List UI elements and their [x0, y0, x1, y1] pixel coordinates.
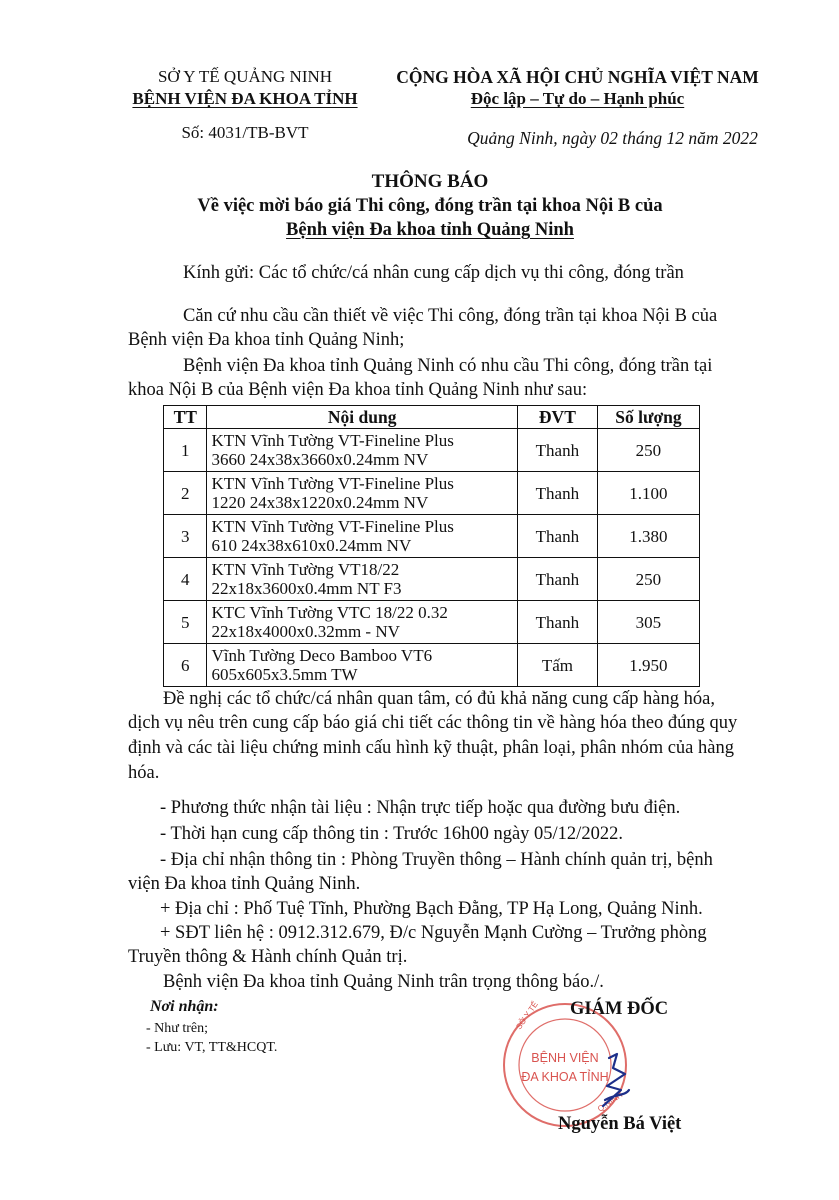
items-table	[163, 405, 700, 687]
table-row	[164, 601, 700, 644]
title-sub-1: Về việc mời báo giá Thi công, đóng trần tại khoa Nội B của	[197, 196, 663, 216]
seal-text-line2: ĐA KHOA TỈNH	[521, 1070, 609, 1084]
desc-line-1: Vĩnh Tường Deco Bamboo VT6	[211, 646, 433, 665]
col-header-content: Nội dung	[207, 406, 517, 429]
row-description	[207, 558, 517, 601]
phone-line1: + SĐT liên hệ : 0912.312.679, Đ/c Nguyễn Mạnh Cường – Trưởng phòng	[160, 923, 707, 943]
title-sub-2: Bệnh viện Đa khoa tỉnh Quảng Ninh	[286, 220, 574, 240]
director-signature	[595, 1050, 635, 1110]
desc-line-2: 22x18x4000x0.32mm - NV	[211, 622, 400, 641]
table-header-row	[164, 406, 700, 429]
national-title: CỘNG HÒA XÃ HỘI CHỦ NGHĨA VIỆT NAM	[396, 67, 759, 87]
col-header-quantity: Số lượng	[597, 406, 699, 429]
svg-text:Q.NINH: Q.NINH	[595, 1090, 625, 1114]
agency-header	[105, 66, 385, 144]
intro-p1-line1: Căn cứ nhu cầu cần thiết về việc Thi công, đóng trần tại khoa Nội B của	[183, 306, 718, 326]
desc-line-1: KTN Vĩnh Tường VT-Fineline Plus	[211, 431, 454, 450]
row-number: 1	[164, 429, 207, 472]
row-number: 2	[164, 472, 207, 515]
recipients-item: - Như trên;	[146, 1021, 209, 1036]
row-quantity: 250	[597, 558, 699, 601]
row-description	[207, 644, 517, 687]
parent-agency: SỞ Y TẾ QUẢNG NINH	[157, 67, 333, 86]
row-number: 6	[164, 644, 207, 687]
deadline-line: - Thời hạn cung cấp thông tin : Trước 16h00 ngày 05/12/2022.	[160, 824, 623, 844]
desc-line-2: 1220 24x38x1220x0.24mm NV	[211, 493, 429, 512]
phone-line2: Truyền thông & Hành chính Quản trị.	[128, 947, 408, 967]
desc-line-2: 610 24x38x610x0.24mm NV	[211, 536, 412, 555]
svg-text:SỞ Y TẾ: SỞ Y TẾ	[514, 1000, 540, 1032]
row-quantity: 1.100	[597, 472, 699, 515]
desc-line-1: KTC Vĩnh Tường VTC 18/22 0.32	[211, 603, 448, 622]
row-quantity: 1.380	[597, 515, 699, 558]
desc-line-1: KTN Vĩnh Tường VT-Fineline Plus	[211, 517, 454, 536]
row-description	[207, 601, 517, 644]
national-motto: Độc lập – Tự do – Hạnh phúc	[470, 89, 685, 108]
place-date: Quảng Ninh, ngày 02 tháng 12 năm 2022	[467, 128, 758, 148]
recipient-line: Kính gửi: Các tổ chức/cá nhân cung cấp dịch vụ thi công, đóng trần	[183, 263, 684, 283]
request-line2: dịch vụ nêu trên cung cấp báo giá chi tiết các thông tin về hàng hóa theo đúng quy	[128, 713, 738, 733]
recipients-item: - Lưu: VT, TT&HCQT.	[146, 1040, 278, 1055]
signer-role: GIÁM ĐỐC	[570, 999, 669, 1019]
table-row	[164, 515, 700, 558]
col-header-tt: TT	[164, 406, 207, 429]
desc-line-2: 3660 24x38x3660x0.24mm NV	[211, 450, 429, 469]
intro-p1-line2: Bệnh viện Đa khoa tỉnh Quảng Ninh;	[128, 330, 405, 350]
address-line1: - Địa chỉ nhận thông tin : Phòng Truyền thông – Hành chính quản trị, bệnh	[160, 850, 713, 870]
signer-name: Nguyễn Bá Việt	[558, 1114, 682, 1134]
desc-line-1: KTN Vĩnh Tường VT18/22	[211, 560, 400, 579]
seal-text-line1: BỆNH VIỆN	[531, 1051, 599, 1065]
table-row	[164, 644, 700, 687]
national-header	[385, 66, 770, 110]
row-unit: Thanh	[517, 515, 597, 558]
request-line3: định và các tài liệu chứng minh cấu hình kỹ thuật, phân loại, phân nhóm của hàng	[128, 738, 734, 758]
row-unit: Tấm	[517, 644, 597, 687]
document-title	[120, 170, 740, 242]
row-unit: Thanh	[517, 601, 597, 644]
row-description	[207, 429, 517, 472]
address-line2: viện Đa khoa tỉnh Quảng Ninh.	[128, 874, 361, 894]
row-unit: Thanh	[517, 472, 597, 515]
title-main: THÔNG BÁO	[371, 171, 489, 192]
row-quantity: 1.950	[597, 644, 699, 687]
recipients-heading: Nơi nhận:	[150, 998, 219, 1015]
row-number: 4	[164, 558, 207, 601]
col-header-unit: ĐVT	[517, 406, 597, 429]
desc-line-1: KTN Vĩnh Tường VT-Fineline Plus	[211, 474, 454, 493]
row-number: 3	[164, 515, 207, 558]
request-line4: hóa.	[128, 763, 160, 783]
row-number: 5	[164, 601, 207, 644]
street-line: + Địa chỉ : Phố Tuệ Tĩnh, Phường Bạch Đằng, TP Hạ Long, Quảng Ninh.	[160, 899, 703, 919]
row-description	[207, 515, 517, 558]
row-quantity: 305	[597, 601, 699, 644]
desc-line-2: 605x605x3.5mm TW	[211, 665, 358, 684]
request-line1: Đề nghị các tổ chức/cá nhân quan tâm, có đủ khả năng cung cấp hàng hóa,	[163, 689, 715, 709]
method-line: - Phương thức nhận tài liệu : Nhận trực tiếp hoặc qua đường bưu điện.	[160, 798, 681, 818]
table-row	[164, 558, 700, 601]
intro-p2-line2: khoa Nội B của Bệnh viện Đa khoa tỉnh Quảng Ninh như sau:	[128, 380, 588, 400]
issuing-agency: BỆNH VIỆN ĐA KHOA TỈNH	[132, 89, 358, 108]
table-row	[164, 429, 700, 472]
table-row	[164, 472, 700, 515]
desc-line-2: 22x18x3600x0.4mm NT F3	[211, 579, 402, 598]
row-description	[207, 472, 517, 515]
row-unit: Thanh	[517, 429, 597, 472]
intro-p2-line1: Bệnh viện Đa khoa tỉnh Quảng Ninh có nhu cầu Thi công, đóng trần tại	[183, 356, 713, 376]
row-quantity: 250	[597, 429, 699, 472]
closing-line: Bệnh viện Đa khoa tỉnh Quảng Ninh trân trọng thông báo./.	[163, 972, 604, 992]
row-unit: Thanh	[517, 558, 597, 601]
document-number: Số: 4031/TB-BVT	[181, 123, 309, 142]
